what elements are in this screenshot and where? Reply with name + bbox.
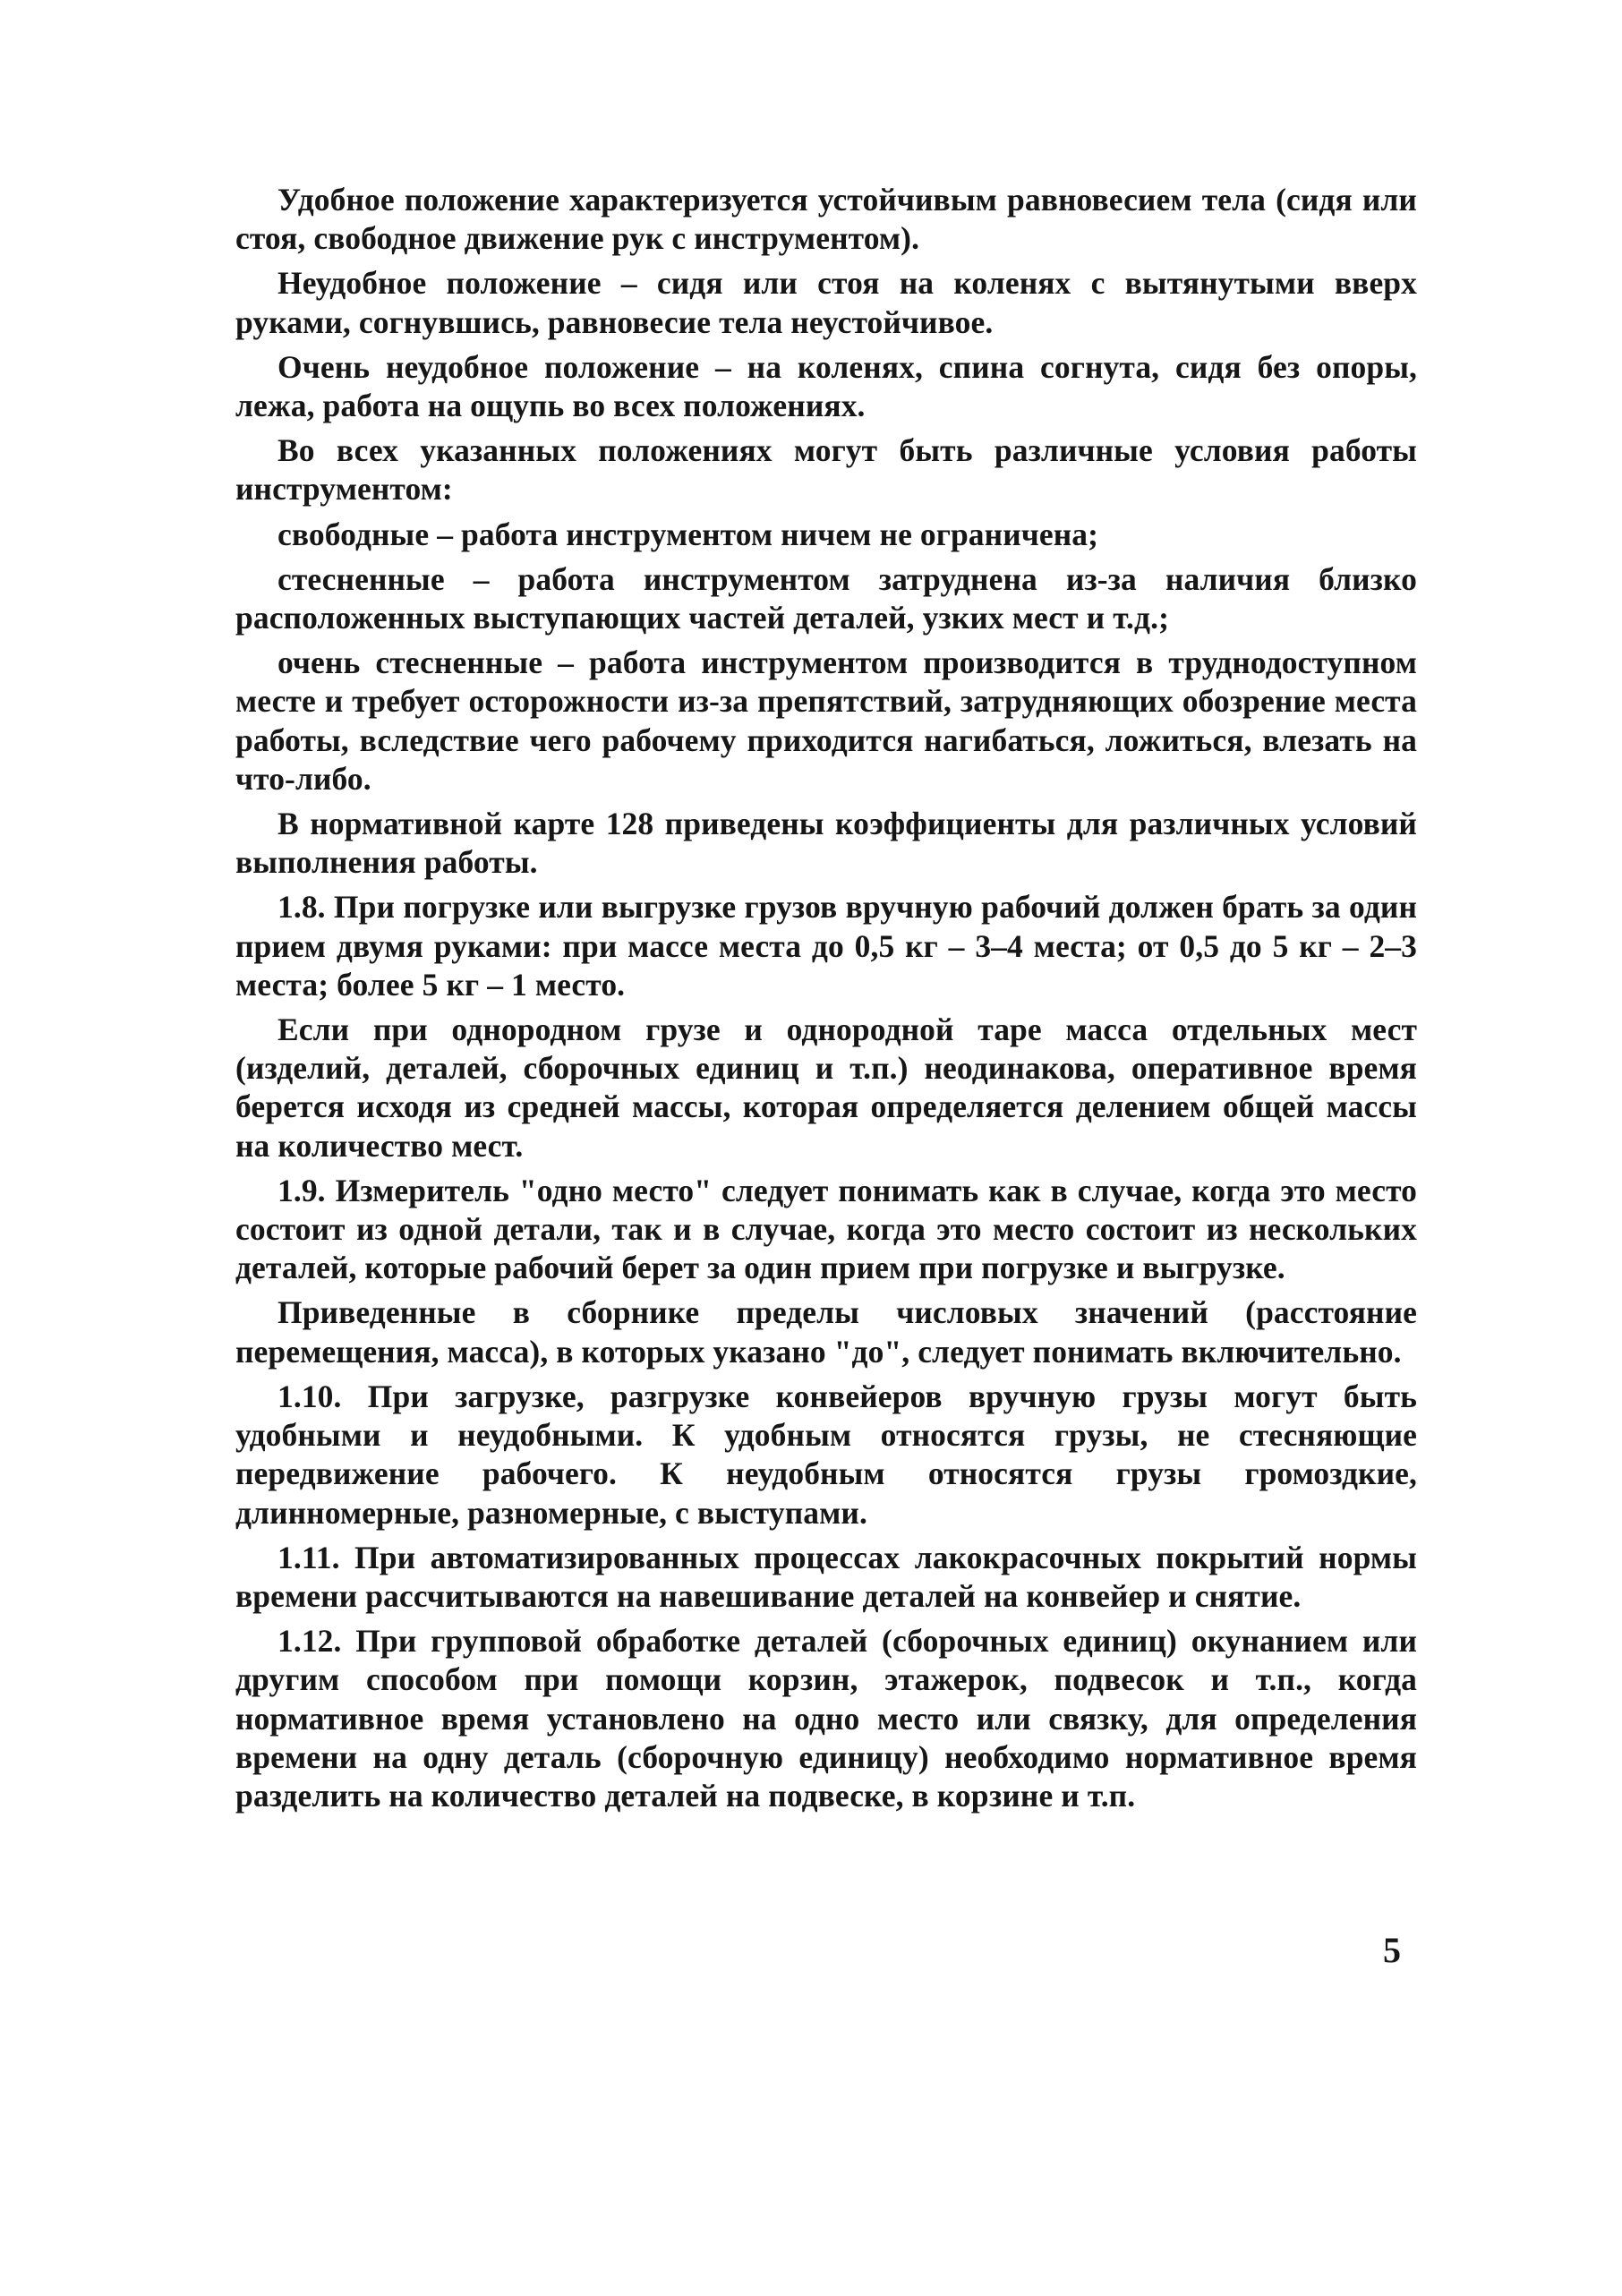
paragraph: Во всех указанных положениях могут быть различные условия работы инструментом:	[235, 432, 1417, 508]
paragraph: Если при однородном грузе и однородной таре масса отдельных мест (изделий, деталей, сборочных единиц и т.п.) неодинакова, оперативное время берется исходя из средней массы, которая определяется делением общей массы на количество мест.	[235, 1011, 1417, 1164]
paragraph: 1.9. Измеритель "одно место" следует понимать как в случае, когда это место состоит из одной детали, так и в случае, когда это место состоит из нескольких деталей, которые рабочий берет за один прием при погрузке и выгрузке.	[235, 1172, 1417, 1286]
paragraph: В нормативной карте 128 приведены коэффициенты для различных условий выполнения работы.	[235, 806, 1417, 881]
paragraph: 1.11. При автоматизированных процессах лакокрасочных покрытий нормы времени рассчитываются на навешивание деталей на конвейер и снятие.	[235, 1539, 1417, 1614]
paragraph: Неудобное положение – сидя или стоя на коленях с вытянутыми вверх руками, согнувшись, равновесие тела неустойчивое.	[235, 265, 1417, 340]
paragraph: 1.8. При погрузке или выгрузке грузов вручную рабочий должен брать за один прием двумя руками: при массе места до 0,5 кг – 3–4 места; от 0,5 до 5 кг – 2–3 места; более 5 кг – 1 место.	[235, 889, 1417, 1003]
paragraph: свободные – работа инструментом ничем не ограничена;	[277, 516, 1099, 552]
paragraph: 1.10. При загрузке, разгрузке конвейеров вручную грузы могут быть удобными и неудобными. К удобным относятся грузы, не стесняющие передвижение рабочего. К неудобным относятся грузы громоздкие, длинномерные, разномерные, с выступами.	[235, 1378, 1417, 1531]
paragraph: Очень неудобное положение – на коленях, спина согнута, сидя без опоры, лежа, работа на ощупь во всех положениях.	[235, 348, 1417, 424]
paragraph: 1.12. При групповой обработке деталей (сборочных единиц) окунанием или другим способом при помощи корзин, этажерок, подвесок и т.п., когда нормативное время установлено на одно место или связку, для определения времени на одну деталь (сборочную единицу) необходимо нормативное время разделить на количество деталей на подвеске, в корзине и т.п.	[235, 1623, 1417, 1814]
paragraph: Удобное положение характеризуется устойчивым равновесием тела (сидя или стоя, свободное движение рук с инструментом).	[235, 182, 1417, 257]
document-body	[235, 181, 1417, 1822]
paragraph: очень стесненные – работа инструментом производится в труднодоступном месте и требует осторожности из-за препятствий, затрудняющих обозрение места работы, вследствие чего рабочему приходится нагибаться, ложиться, влезать на что-либо.	[235, 644, 1417, 797]
paragraph: стесненные – работа инструментом затруднена из-за наличия близко расположенных выступающих частей деталей, узких мест и т.д.;	[235, 560, 1417, 636]
page-number: 5	[1383, 1930, 1401, 1970]
paragraph: Приведенные в сборнике пределы числовых значений (расстояние перемещения, масса), в которых указано "до", следует понимать включительно.	[235, 1294, 1417, 1370]
